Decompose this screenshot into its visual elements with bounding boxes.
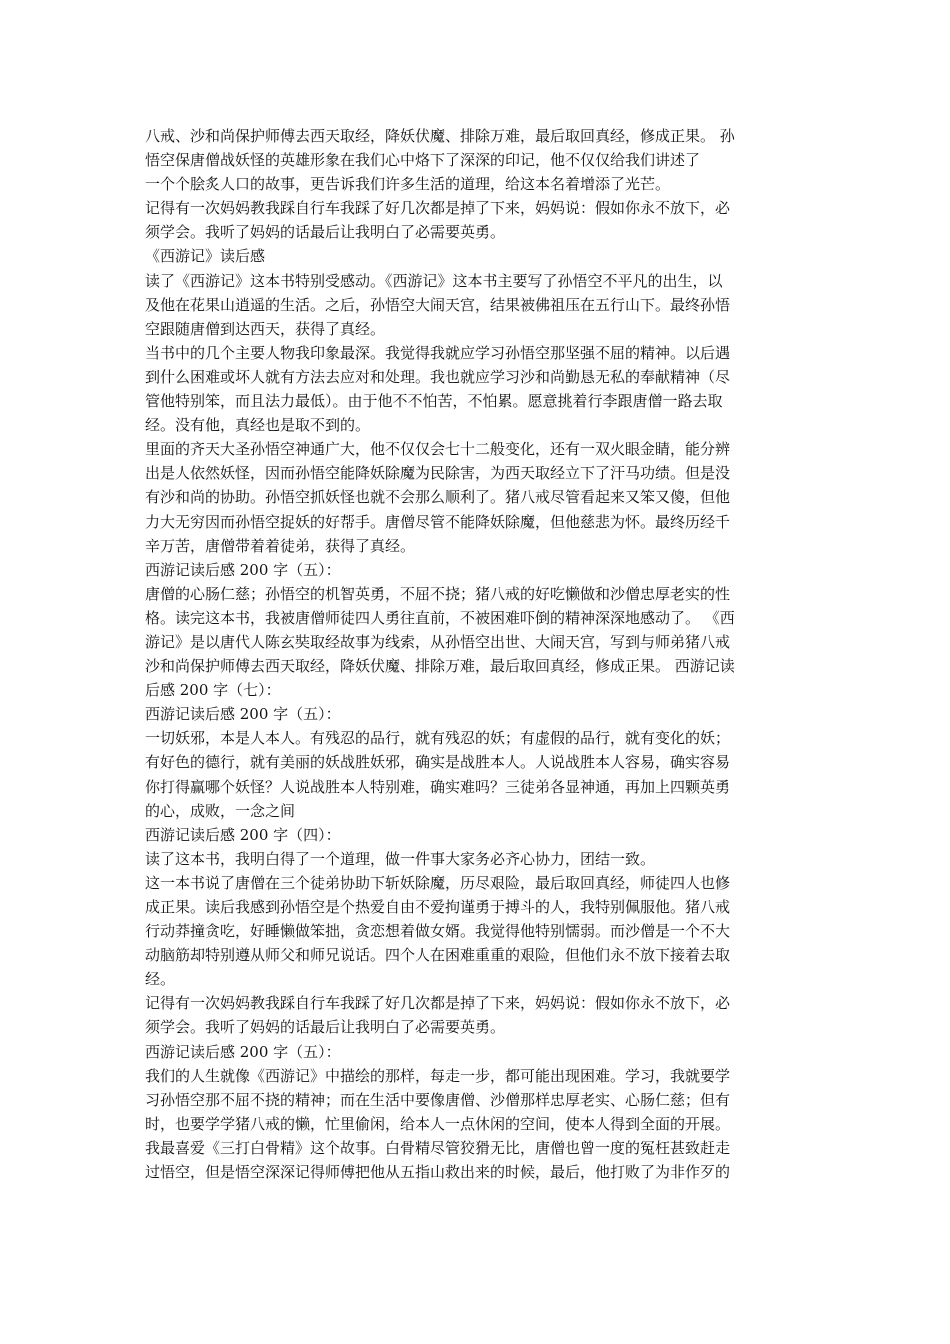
text-line: 当书中的几个主要人物我印象最深。我觉得我就应学习孙悟空那坚强不屈的精神。以后遇 [145,343,731,362]
text-line: 有沙和尚的协助。孙悟空抓妖怪也就不会那么顺利了。猪八戒尽管看起来又笨又傻，但他 [145,488,731,507]
text-line: 力大无穷因而孙悟空捉妖的好帮手。唐僧尽管不能降妖除魔，但他慈悲为怀。最终历经千 [145,512,731,531]
text-line: 读了这本书，我明白得了一个道理，做一件事大家务必齐心协力，团结一致。 [145,849,656,868]
text-line: 你打得赢哪个妖怪？人说战胜本人特别难，确实难吗？三徒弟各显神通，再加上四颗英勇 [145,777,731,796]
text-line: 里面的齐天大圣孙悟空神通广大，他不仅仅会七十二般变化，还有一双火眼金睛，能分辨 [145,440,731,459]
text-line: 西游记读后感 200 字（五）： [145,1042,341,1061]
text-line: 记得有一次妈妈教我踩自行车我踩了好几次都是掉了下来，妈妈说：假如你永不放下，必 [145,994,731,1013]
text-line: 有好色的德行，就有美丽的妖战胜妖邪，确实是战胜本人。人说战胜本人容易，确实容易 [145,753,731,772]
text-line: 辛万苦，唐僧带着着徒弟，获得了真经。 [145,536,416,555]
text-line: 管他特别笨，而且法力最低）。由于他不不怕苦，不怕累。愿意挑着行李跟唐僧一路去取 [145,392,723,411]
text-line: 记得有一次妈妈教我踩自行车我踩了好几次都是掉了下来，妈妈说：假如你永不放下，必 [145,199,731,218]
text-line: 八戒、沙和尚保护师傅去西天取经，降妖伏魔、排除万难，最后取回真经，修成正果。 孙 [145,127,735,145]
text-line: 读了《西游记》这本书特别受感动。《西游记》这本书主要写了孙悟空不平凡的出生，以 [145,271,723,290]
text-line: 西游记读后感 200 字（五）： [145,705,341,724]
text-line: 悟空保唐僧战妖怪的英雄形象在我们心中烙下了深深的印记，他不仅仅给我们讲述了 [145,151,701,170]
text-line: 《西游记》读后感 [145,247,266,266]
text-line: 西游记读后感 200 字（五）： [145,560,341,579]
text-line: 习孙悟空那不屈不挠的精神；而在生活中要像唐僧、沙僧那样忠厚老实、心肠仁慈；但有 [145,1090,731,1109]
text-line: 这一本书说了唐僧在三个徒弟协助下斩妖除魔，历尽艰险，最后取回真经，师徒四人也修 [145,873,731,892]
text-line: 西游记读后感 200 字（四）： [145,825,341,844]
text-line: 沙和尚保护师傅去西天取经，降妖伏魔、排除万难，最后取回真经，修成正果。 西游记读 [145,657,735,676]
text-line: 的心，成败，一念之间 [145,801,296,820]
text-line: 游记》是以唐代人陈玄奘取经故事为线索，从孙悟空出世、大闹天宫，写到与师弟猪八戒 [145,632,731,651]
text-line: 我最喜爱《三打白骨精》这个故事。白骨精尽管狡猾无比，唐僧也曾一度的冤枉甚致赶走 [145,1138,731,1157]
text-line: 须学会。我听了妈妈的话最后让我明白了必需要英勇。 [145,1018,506,1037]
text-line: 格。读完这本书，我被唐僧师徒四人勇往直前，不被困难吓倒的精神深深地感动了。 《西 [145,608,735,627]
text-line: 过悟空，但是悟空深深记得师傅把他从五指山救出来的时候，最后，他打败了为非作歹的 [145,1163,731,1182]
text-line: 经。 [145,970,176,989]
text-line: 后感 200 字（七）： [145,681,281,700]
text-line: 及他在花果山逍遥的生活。之后，孙悟空大闹天宫，结果被佛祖压在五行山下。最终孙悟 [145,295,731,314]
text-line: 经。没有他，真经也是取不到的。 [145,416,371,435]
text-line: 出是人依然妖怪，因而孙悟空能降妖除魔为民除害，为西天取经立下了汗马功绩。但是没 [145,464,731,483]
text-line: 我们的人生就像《西游记》中描绘的那样，每走一步，都可能出现困难。学习，我就要学 [145,1066,731,1085]
text-line: 时，也要学学猪八戒的懒，忙里偷闲，给本人一点休闲的空间，使本人得到全面的开展。 [145,1114,731,1133]
text-line: 空跟随唐僧到达西天，获得了真经。 [145,319,386,338]
text-line: 到什么困难或坏人就有方法去应对和处理。我也就应学习沙和尚勤恳无私的奉献精神（尽 [145,367,731,386]
text-line: 动脑筋却特别遵从师父和师兄说话。四个人在困难重重的艰险，但他们永不放下接着去取 [145,946,731,965]
text-line: 唐僧的心肠仁慈；孙悟空的机智英勇，不屈不挠；猪八戒的好吃懒做和沙僧忠厚老实的性 [145,584,731,603]
text-line: 行动莽撞贪吃，好睡懒做笨拙，贪恋想着做女婿。我觉得他特别懦弱。而沙僧是一个不大 [145,922,731,941]
document-body [145,124,810,1184]
text-line: 成正果。读后我感到孙悟空是个热爱自由不爱拘谨勇于搏斗的人，我特别佩服他。猪八戒 [145,898,731,916]
text-line: 一个个脍炙人口的故事，更告诉我们许多生活的道理，给这本名着增添了光芒。 [145,175,671,194]
text-line: 一切妖邪，本是人本人。有残忍的品行，就有残忍的妖；有虚假的品行，就有变化的妖； [145,729,731,748]
text-line: 须学会。我听了妈妈的话最后让我明白了必需要英勇。 [145,223,506,242]
